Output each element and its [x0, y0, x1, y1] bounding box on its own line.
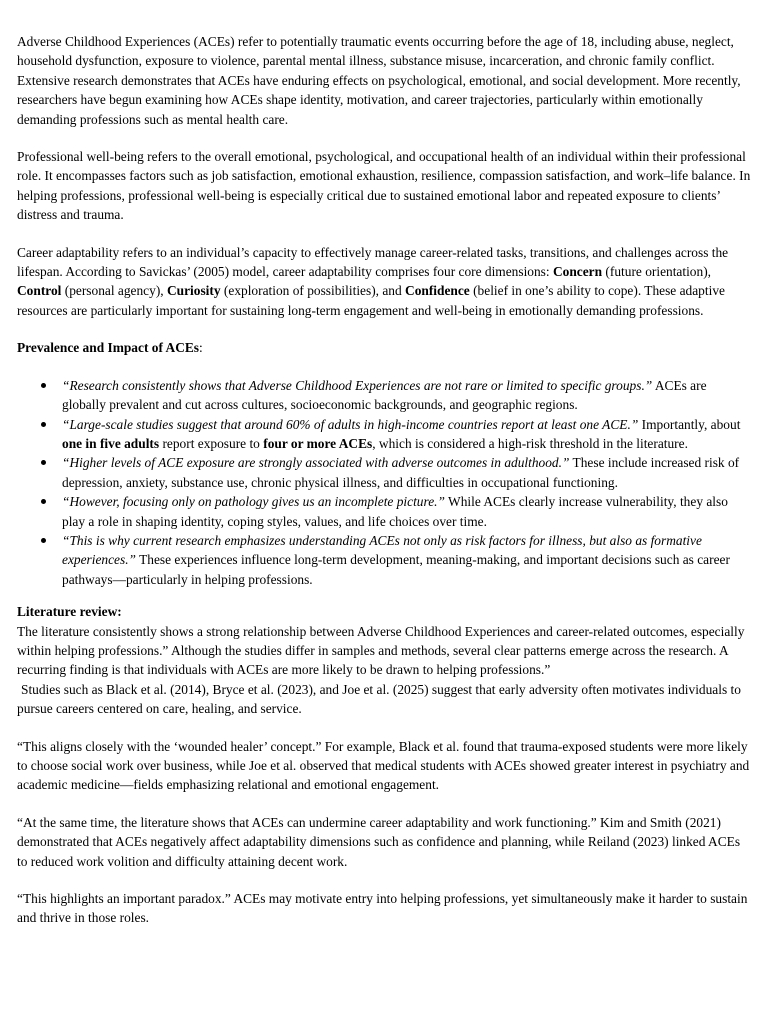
adaptability-text: Career adaptability refers to an individual’s capacity to effectively manage career-related tasks, transitions, and challenges across the lifespan. According to Savickas’ (2005) model, career adaptability comprises four core dimensions: — [17, 244, 729, 280]
adaptability-text: (future orientation), — [602, 264, 712, 280]
bullet-quote: “Higher levels of ACE exposure are strongly associated with adverse outcomes in adulthood.” — [62, 455, 570, 471]
bullet-text: Importantly, about — [638, 416, 741, 432]
bullet-quote: “This is why current research emphasizes understanding ACEs not only as risk factors for illness, but also as formative experiences.” — [62, 532, 702, 568]
literature-paragraph-wounded-healer: “This aligns closely with the ‘wounded healer’ concept.” For example, Black et al. found that trauma-exposed students were more likely to choose social work over business, while Joe et al. observed that medical students with ACEs showed greater interest in psychiatry and academic medicine—fields emphasizing relational and emotional engagement. — [17, 738, 750, 793]
adaptability-text: (exploration of possibilities), and — [220, 283, 406, 299]
intro-paragraph-aces: Adverse Childhood Experiences (ACEs) refer to potentially traumatic events occurring before the age of 18, including abuse, neglect, household dysfunction, exposure to violence, parental mental illness, substance misuse, incarceration, and chronic family conflict. Extensive research demonstrates that ACEs have enduring effects on psychological, emotional, and social development. More recently, researchers have begun examining how ACEs shape identity, motivation, and career trajectories, particularly within emotionally demanding professions such as mental health care. — [17, 34, 741, 127]
bullet-quote: “Large-scale studies suggest that around 60% of adults in high-income countries report at least one ACE.” — [62, 416, 639, 432]
literature-paragraph-studies — [17, 680, 753, 719]
intro-paragraph-wellbeing: Professional well-being refers to the overall emotional, psychological, and occupational health of an individual within their professional role. It encompasses factors such as job satisfaction, emotional exhaustion, resilience, compassion satisfaction, and work–life balance. In helping professions, professional well-being is especially critical due to sustained emotional labor and repeated exposure to clients’ distress and trauma. — [17, 149, 751, 223]
bullet-text: These include increased risk of depression, anxiety, substance use, chronic physical illness, and difficulties in occupational functioning. — [62, 455, 740, 490]
adaptability-text: (belief in one’s ability to cope). These adaptive resources are particularly important for sustaining long-term engagement and well-being in emotionally demanding professions. — [17, 283, 725, 318]
prevalence-heading — [17, 338, 753, 357]
bullet-quote: “However, focusing only on pathology gives us an incomplete picture.” — [62, 494, 445, 510]
list-item — [62, 415, 753, 454]
prevalence-heading-colon: : — [199, 340, 203, 356]
bullet-bold: one in five adults — [62, 435, 160, 451]
bullet-text: While ACEs clearly increase vulnerability, they also play a role in shaping identity, coping styles, values, and life choices over time. — [62, 494, 728, 529]
bullet-text: ACEs are globally prevalent and cut across cultures, socioeconomic backgrounds, and geographic regions. — [62, 377, 707, 413]
prevalence-list — [17, 376, 753, 589]
bullet-bold: four or more ACEs — [263, 435, 373, 451]
bullet-text: , which is considered a high-risk threshold in the literature. — [372, 435, 688, 451]
literature-review-heading: Literature review: — [17, 604, 122, 620]
literature-studies-text: Studies such as Black et al. (2014), Bryce et al. (2023), and Joe et al. (2025) suggest that early adversity often motivates individuals to pursue careers centered on care, healing, and service. — [17, 681, 741, 717]
list-item — [62, 531, 753, 589]
list-item — [62, 453, 753, 492]
document-page — [17, 32, 753, 946]
literature-paragraph-adaptability: “At the same time, the literature shows that ACEs can undermine career adaptability and work functioning.” Kim and Smith (2021) demonstrated that ACEs negatively affect adaptability dimensions such as confidence and planning, while Reiland (2023) linked ACEs to reduced work volition and difficulty attaining decent work. — [17, 814, 741, 869]
list-item — [62, 492, 753, 531]
confidence-term: Confidence — [405, 283, 470, 299]
bullet-text: These experiences influence long-term development, meaning-making, and important decisions such as career pathways—particularly in helping professions. — [62, 552, 730, 587]
concern-term: Concern — [552, 264, 603, 280]
bullet-quote: “Research consistently shows that Adverse Childhood Experiences are not rare or limited to specific groups.” — [62, 377, 653, 393]
adaptability-text: (personal agency), — [61, 283, 167, 299]
prevalence-heading-text: Prevalence and Impact of ACEs — [17, 340, 200, 356]
literature-paragraph-intro: The literature consistently shows a strong relationship between Adverse Childhood Experiences and career-related outcomes, especially within helping professions.” Although the studies differ in samples and methods, several clear patterns emerge across the research. A recurring finding is that individuals with ACEs are more likely to be drawn to helping professions.” — [17, 623, 745, 678]
curiosity-term: Curiosity — [166, 283, 221, 299]
literature-paragraph-paradox: “This highlights an important paradox.” ACEs may motivate entry into helping professions, yet simultaneously make it harder to sustain and thrive in those roles. — [17, 891, 748, 926]
list-item — [62, 376, 753, 415]
intro-paragraph-adaptability — [17, 243, 753, 321]
control-term: Control — [17, 283, 62, 299]
bullet-text: report exposure to — [159, 435, 264, 451]
